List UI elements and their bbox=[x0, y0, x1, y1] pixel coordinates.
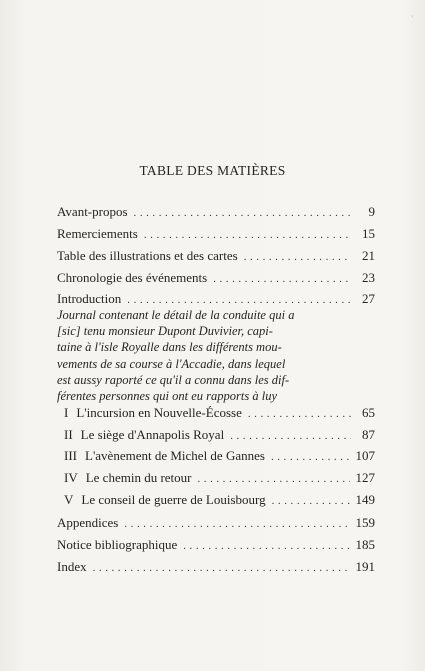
toc-entry-remerciements[interactable] bbox=[57, 226, 375, 246]
journal-line: férentes personnes qui ont eu rapports à luy bbox=[57, 389, 278, 404]
toc-page-number: 127 bbox=[355, 470, 375, 485]
toc-page-number: 27 bbox=[362, 291, 375, 306]
toc-entry-label: Chronologie des événements bbox=[57, 270, 208, 285]
toc-page-number: 15 bbox=[362, 226, 375, 241]
toc-page-number: 9 bbox=[368, 204, 375, 219]
leader-dots bbox=[248, 408, 351, 420]
journal-line: est aussy raporté ce qu'il a connu dans les dif- bbox=[57, 372, 290, 387]
toc-entry-avant-propos[interactable] bbox=[57, 204, 375, 224]
leader-dots bbox=[134, 207, 351, 219]
toc-page-number: 191 bbox=[355, 559, 375, 574]
leader-dots bbox=[271, 451, 350, 463]
corner-mark: ' bbox=[411, 14, 413, 24]
journal-description bbox=[57, 307, 357, 404]
toc-entry-label: Le chemin du retour bbox=[85, 470, 192, 485]
leader-dots bbox=[124, 518, 349, 530]
toc-page-number: 23 bbox=[362, 270, 375, 285]
toc-entry-label: Avant-propos bbox=[57, 204, 128, 219]
toc-chapter-3[interactable] bbox=[64, 448, 375, 468]
leader-dots bbox=[272, 495, 350, 507]
journal-line: taine à l'isle Royalle dans les différents mou- bbox=[57, 340, 282, 355]
chapter-number: IV bbox=[64, 470, 78, 485]
journal-line: vements de sa course à l'Accadie, dans lequel bbox=[57, 356, 286, 371]
leader-dots bbox=[144, 229, 351, 241]
toc-entry-label: L'avènement de Michel de Gannes bbox=[85, 448, 265, 463]
toc-entry-label: Introduction bbox=[57, 291, 122, 306]
toc-page-number: 65 bbox=[362, 405, 375, 420]
leader-dots bbox=[213, 273, 351, 285]
toc-entry-label: Appendices bbox=[57, 515, 119, 530]
toc-entry-label: Le siège d'Annapolis Royal bbox=[80, 427, 225, 442]
toc-page-number: 21 bbox=[362, 248, 375, 263]
toc-entry-appendices[interactable] bbox=[57, 515, 375, 535]
toc-entry-label: Le conseil de guerre de Louisbourg bbox=[81, 492, 266, 507]
toc-entry-label: Notice bibliographique bbox=[57, 537, 178, 552]
chapter-number: V bbox=[64, 492, 74, 507]
toc-entry-label: Remerciements bbox=[57, 226, 138, 241]
toc-page-number: 185 bbox=[355, 537, 375, 552]
toc-entry-chronologie[interactable] bbox=[57, 270, 375, 290]
toc-entry-index[interactable] bbox=[57, 559, 375, 579]
toc-entry-label: L'incursion en Nouvelle-Écosse bbox=[76, 405, 242, 420]
toc-chapter-5[interactable] bbox=[64, 492, 375, 512]
toc-chapter-4[interactable] bbox=[64, 470, 375, 490]
leader-dots bbox=[183, 540, 349, 552]
toc-chapter-1[interactable] bbox=[64, 405, 375, 425]
toc-entry-notice-bibliographique[interactable] bbox=[57, 537, 375, 557]
toc-page-number: 87 bbox=[362, 427, 375, 442]
toc-entry-label: Index bbox=[57, 559, 87, 574]
leader-dots bbox=[230, 430, 351, 442]
journal-line: Journal contenant le détail de la conduite qui a bbox=[57, 308, 295, 322]
toc-chapter-2[interactable] bbox=[64, 427, 375, 447]
chapter-number: I bbox=[64, 405, 69, 420]
chapter-number: II bbox=[64, 427, 73, 442]
toc-page-number: 107 bbox=[355, 448, 375, 463]
leader-dots bbox=[93, 562, 350, 574]
leader-dots bbox=[197, 473, 349, 485]
page-title: TABLE DES MATIÈRES bbox=[139, 163, 286, 178]
chapter-number: III bbox=[64, 448, 77, 463]
toc-entry-label: Table des illustrations et des cartes bbox=[57, 248, 238, 263]
toc-entry-table-illustrations[interactable] bbox=[57, 248, 375, 268]
toc-page-number: 149 bbox=[355, 492, 375, 507]
toc-page-number: 159 bbox=[355, 515, 375, 530]
journal-line: [sic] tenu monsieur Dupont Duvivier, capi- bbox=[57, 324, 273, 339]
leader-dots bbox=[244, 251, 351, 263]
leader-dots bbox=[127, 294, 351, 306]
